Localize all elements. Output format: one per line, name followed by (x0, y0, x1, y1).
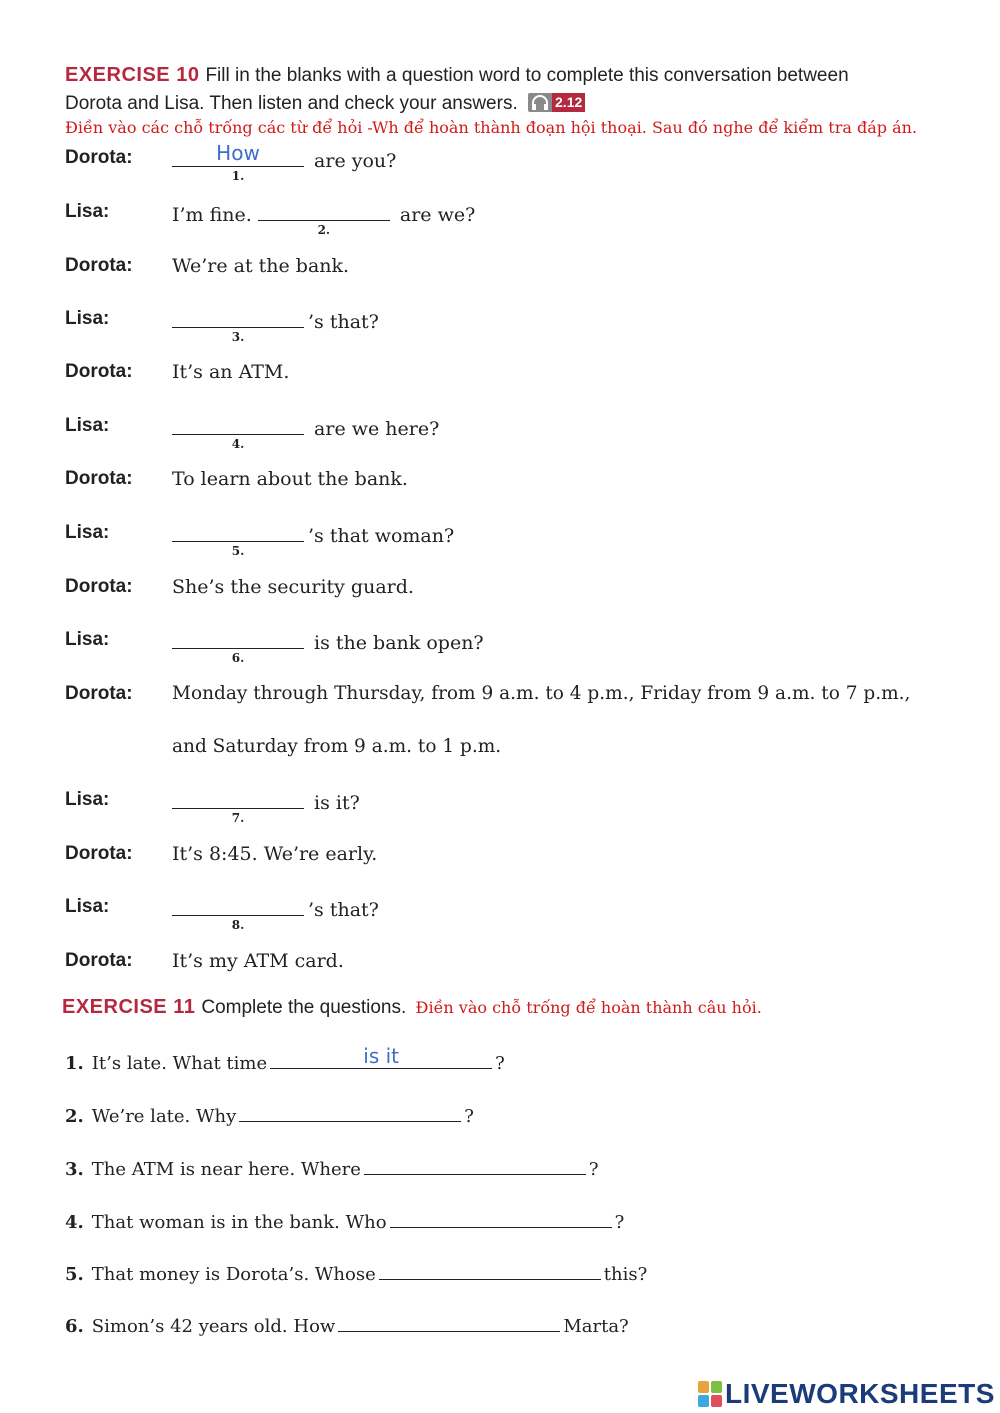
dialogue-line-4 (0, 308, 1000, 348)
dialogue-line-12 (0, 789, 1000, 829)
speaker: Lisa: (65, 308, 110, 329)
line-text: We’re at the bank. (172, 255, 350, 277)
answer-blank-7[interactable] (172, 789, 304, 825)
line-text: are we? (393, 204, 476, 226)
answer-text: is it (363, 1044, 399, 1068)
blank-number: 2. (317, 223, 331, 237)
line-text: It’s 8:45. We’re early. (172, 843, 378, 865)
question-text: That woman is in the bank. Who (91, 1212, 387, 1233)
line-text: ’s that? (308, 899, 379, 921)
speaker: Dorota: (65, 468, 133, 489)
line-text: It’s my ATM card. (172, 950, 344, 972)
speaker: Lisa: (65, 789, 110, 810)
question-3 (65, 1155, 599, 1180)
question-blank-2[interactable] (239, 1102, 461, 1122)
answer-blank-1[interactable] (172, 141, 304, 183)
dialogue-line-9 (0, 576, 1000, 616)
question-end: ? (464, 1106, 474, 1127)
dialogue-line-3 (0, 255, 1000, 295)
question-1 (65, 1044, 505, 1074)
line-text: She’s the security guard. (172, 576, 414, 598)
liveworksheets-logo[interactable] (698, 1378, 995, 1410)
question-6 (65, 1312, 629, 1337)
speaker: Lisa: (65, 896, 110, 917)
speaker: Lisa: (65, 201, 110, 222)
audio-track-number: 2.12 (552, 93, 585, 112)
answer-blank-3[interactable] (172, 308, 304, 344)
speaker: Dorota: (65, 950, 133, 971)
blank-number: 7. (231, 811, 245, 825)
dialogue-line-6 (0, 415, 1000, 455)
question-end: ? (495, 1053, 505, 1074)
answer-blank-8[interactable] (172, 896, 304, 932)
question-end: this? (603, 1264, 648, 1285)
question-text: Simon’s 42 years old. How (91, 1316, 336, 1337)
speaker: Lisa: (65, 522, 110, 543)
speaker: Lisa: (65, 629, 110, 650)
line-text: are we here? (308, 418, 440, 440)
blank-number: 3. (231, 330, 245, 344)
answer-blank-6[interactable] (172, 629, 304, 665)
question-blank-4[interactable] (390, 1208, 612, 1228)
dialogue-line-7 (0, 468, 1000, 508)
exercise-11-heading (62, 996, 762, 1019)
exercise-10-instruction-1: Fill in the blanks with a question word to complete this conversation between (205, 65, 849, 86)
line-text: ’s that? (308, 311, 379, 333)
audio-track[interactable] (528, 93, 585, 112)
speaker: Dorota: (65, 147, 133, 168)
blank-number: 6. (231, 651, 245, 665)
dialogue-line-11 (0, 683, 1000, 763)
question-blank-5[interactable] (379, 1260, 601, 1280)
speaker: Dorota: (65, 576, 133, 597)
line-text: is it? (308, 792, 360, 814)
exercise-10-label: EXERCISE 10 (65, 64, 200, 86)
question-4 (65, 1208, 624, 1233)
speaker: Dorota: (65, 361, 133, 382)
question-blank-3[interactable] (364, 1155, 586, 1175)
question-blank-1[interactable] (270, 1044, 492, 1069)
exercise-10-heading-line2 (65, 93, 585, 115)
speaker: Dorota: (65, 683, 133, 704)
speaker: Dorota: (65, 255, 133, 276)
line-text: is the bank open? (308, 632, 484, 654)
question-end: ? (614, 1212, 625, 1233)
exercise-10-vietnamese: Điền vào các chỗ trống các từ để hỏi -Wh để hoàn thành đoạn hội thoại. Sau đó nghe để kiểm tra đáp án. (65, 118, 918, 137)
blank-number: 5. (231, 544, 245, 558)
line-text-before: I’m fine. (172, 204, 258, 226)
dialogue-line-5 (0, 361, 1000, 401)
question-2 (65, 1102, 474, 1127)
exercise-10-instruction-2: Dorota and Lisa. Then listen and check your answers. (65, 93, 518, 114)
dialogue-line-1 (0, 141, 1000, 187)
line-text-continued: and Saturday from 9 a.m. to 1 p.m. (172, 736, 502, 757)
answer-text: How (216, 141, 260, 165)
speaker: Lisa: (65, 415, 110, 436)
question-number: 4. (65, 1212, 84, 1233)
question-number: 6. (65, 1316, 84, 1337)
speaker: Dorota: (65, 843, 133, 864)
line-text: Monday through Thursday, from 9 a.m. to 4 p.m., Friday from 9 a.m. to 7 p.m., (172, 683, 911, 704)
question-number: 1. (65, 1053, 84, 1074)
brand-name: LIVEWORKSHEETS (725, 1378, 995, 1409)
question-5 (65, 1260, 647, 1285)
question-text: It’s late. What time (91, 1053, 268, 1074)
dialogue-line-8 (0, 522, 1000, 562)
question-number: 2. (65, 1106, 84, 1127)
question-text: That money is Dorota’s. Whose (91, 1264, 376, 1285)
blank-number: 1. (231, 169, 245, 183)
exercise-11-vietnamese: Điền vào chỗ trống để hoàn thành câu hỏi. (415, 998, 762, 1017)
answer-blank-5[interactable] (172, 522, 304, 558)
exercise-11-label: EXERCISE 11 (62, 996, 196, 1018)
line-text: To learn about the bank. (172, 468, 408, 490)
blank-number: 8. (231, 918, 245, 932)
headphones-icon (528, 93, 552, 112)
dialogue-line-2 (0, 201, 1000, 241)
line-text: ’s that woman? (308, 525, 455, 547)
question-number: 5. (65, 1264, 84, 1285)
logo-mark-icon (698, 1381, 722, 1407)
dialogue-line-10 (0, 629, 1000, 669)
exercise-10-heading (65, 64, 849, 87)
question-end: Marta? (563, 1316, 629, 1337)
dialogue-line-15 (0, 950, 1000, 990)
exercise-11-instruction: Complete the questions. (201, 997, 407, 1018)
dialogue-line-13 (0, 843, 1000, 883)
line-text: It’s an ATM. (172, 361, 290, 383)
answer-blank-2[interactable] (258, 201, 390, 237)
line-text: are you? (308, 150, 397, 172)
question-end: ? (588, 1159, 599, 1180)
answer-blank-4[interactable] (172, 415, 304, 451)
question-blank-6[interactable] (338, 1312, 560, 1332)
blank-number: 4. (231, 437, 245, 451)
question-text: We’re late. Why (91, 1106, 237, 1127)
question-number: 3. (65, 1159, 84, 1180)
dialogue-line-14 (0, 896, 1000, 936)
question-text: The ATM is near here. Where (91, 1159, 361, 1180)
